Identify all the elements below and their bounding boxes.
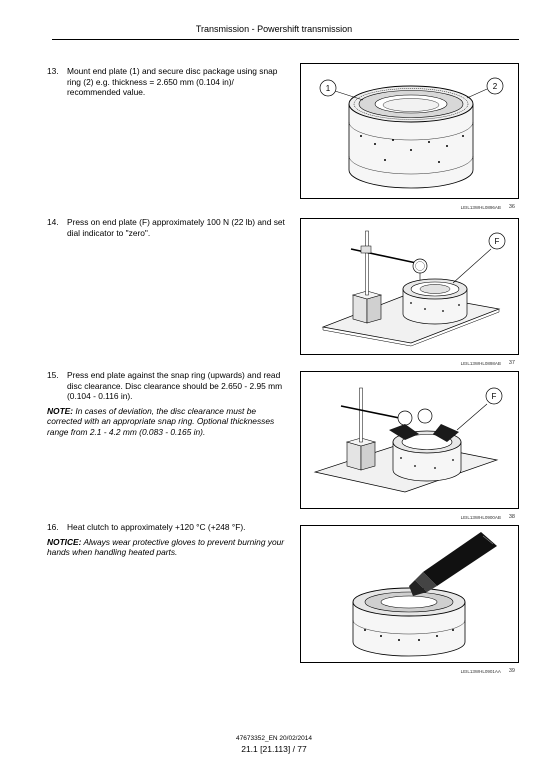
disc-clearance-measurement-illustration xyxy=(301,372,518,508)
figure-39 xyxy=(300,525,519,674)
dial-indicator-setup-illustration xyxy=(301,219,518,354)
step-15 xyxy=(47,370,285,437)
dial-indicator-gauge xyxy=(418,409,432,423)
step-text: Press on end plate (F) approximately 100 N (22 lb) and set dial indicator to "zero". xyxy=(67,217,285,238)
figure-code: LEIL13WHL0901AA xyxy=(460,668,501,674)
figure-number: 37 xyxy=(508,360,515,366)
figure-code: LEIL13WHL0896AB xyxy=(460,204,501,210)
figure-caption xyxy=(461,360,515,366)
figure-37 xyxy=(300,218,519,366)
page-footer xyxy=(0,735,548,754)
note-text: Always wear protective gloves to prevent burning your hands when handling heated parts. xyxy=(47,536,285,557)
step-number: 13. xyxy=(47,66,59,76)
step-14 xyxy=(47,217,285,238)
step-number: 16. xyxy=(47,522,59,532)
step-16 xyxy=(47,522,285,558)
dial-indicator-gauge xyxy=(398,411,412,425)
note-label: NOTE: xyxy=(47,405,74,416)
callout-label: F xyxy=(494,237,500,246)
callout-label: F xyxy=(491,392,497,401)
figure-number: 39 xyxy=(508,668,515,674)
page-number: 21.1 [21.113] / 77 xyxy=(241,744,307,754)
heating-clutch-illustration xyxy=(301,526,518,662)
step-13 xyxy=(47,66,285,98)
figure-number: 36 xyxy=(508,204,515,210)
heat-gun-icon xyxy=(423,532,497,586)
note-label: NOTICE: xyxy=(47,536,82,547)
step-note xyxy=(47,537,285,558)
figure-caption xyxy=(461,668,515,674)
step-number: 14. xyxy=(47,217,59,227)
figure-number: 38 xyxy=(508,514,515,520)
step-text: Mount end plate (1) and secure disc package using snap ring (2) e.g. thickness = 2.650 mm (0.104 in)/ recommended value. xyxy=(67,66,278,97)
figure-caption xyxy=(461,514,515,520)
dial-indicator-gauge xyxy=(413,259,427,273)
note-text: In cases of deviation, the disc clearance must be corrected with an appropriate snap ring. Optional thicknesses range from 2.1 - 4.2 mm (0.083 - 0.165 in). xyxy=(47,405,275,437)
step-note xyxy=(47,406,285,438)
callout-label: 2 xyxy=(492,82,498,91)
header-title: Transmission - Powershift transmission xyxy=(195,24,353,34)
step-text: Press end plate against the snap ring (upwards) and read disc clearance. Disc clearance should be 2.650 - 2.95 mm (0.104 - 0.116 in). xyxy=(67,370,283,401)
step-text: Heat clutch to approximately +120 °C (+248 °F). xyxy=(67,522,246,532)
clutch-endplate-illustration xyxy=(301,64,518,198)
figure-code: LEIL13WHL0900AB xyxy=(460,514,501,520)
figure-code: LEIL13WHL0898AB xyxy=(460,360,501,366)
figure-36 xyxy=(300,63,519,210)
document-reference: 47673352_EN 20/02/2014 xyxy=(236,735,312,742)
figure-caption xyxy=(461,204,515,210)
figure-38 xyxy=(300,371,519,520)
callout-label: 1 xyxy=(325,84,331,93)
step-number: 15. xyxy=(47,370,59,380)
header-divider xyxy=(52,39,519,40)
